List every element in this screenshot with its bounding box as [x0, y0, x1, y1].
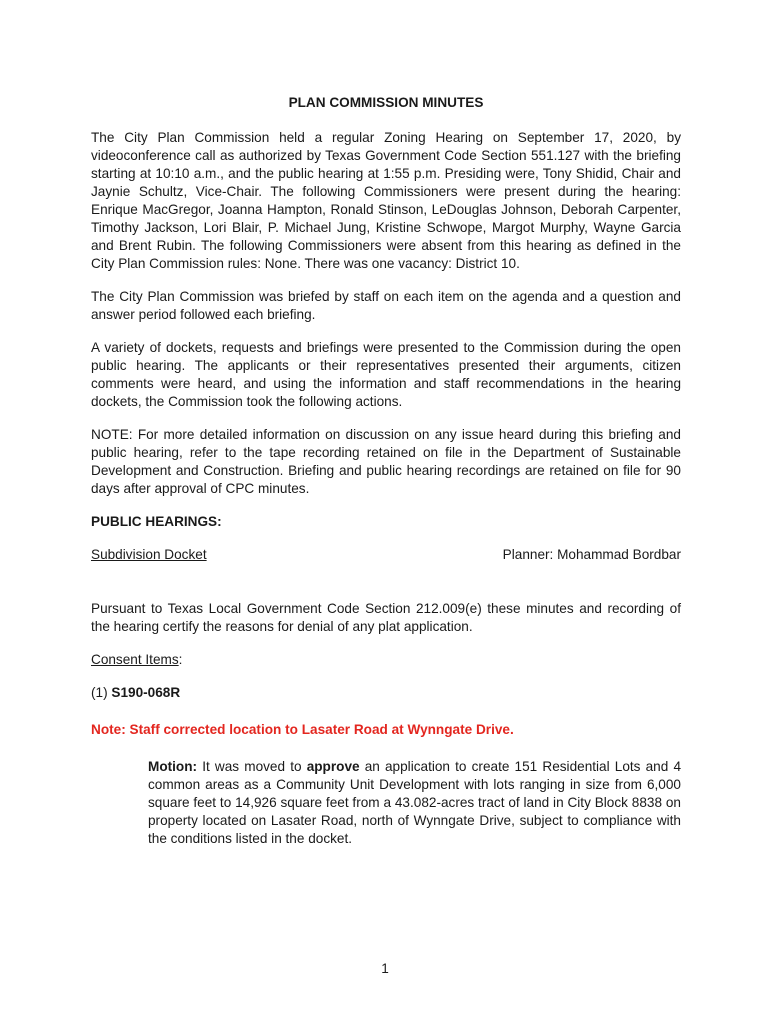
consent-items-colon: : [178, 652, 183, 667]
dockets-paragraph: A variety of dockets, requests and briefings were presented to the Commission during the open public hearing. The applicants or their representatives presented their arguments, citizen comments were heard, and using the information and staff recommendations in the hearing dockets, the Commission took the following actions. [91, 340, 681, 409]
page-title: PLAN COMMISSION MINUTES [288, 95, 484, 110]
consent-items-label [91, 651, 681, 669]
case-line [91, 684, 681, 702]
motion-action: approve [306, 759, 360, 774]
motion-paragraph [148, 758, 681, 848]
motion-text-after: an application to create 151 Residential Lots and 4 common areas as a Community Unit Development with lots ranging in size from 6,000 square feet to 14,926 square feet from a 43.082-acres tract of land in City Block 8838 on property located on Lasater Road, north of Wynngate Drive, subject to compliance with the conditions listed in the docket. [148, 759, 682, 846]
staff-correction-note: Note: Staff corrected location to Lasater Road at Wynngate Drive. [91, 722, 514, 737]
public-hearings-heading: PUBLIC HEARINGS: [91, 514, 222, 529]
consent-items-text: Consent Items [91, 652, 179, 667]
motion-label: Motion: [148, 759, 198, 774]
planner-label: Planner: Mohammad Bordbar [502, 547, 681, 562]
certification-paragraph: Pursuant to Texas Local Government Code Section 212.009(e) these minutes and recording of the hearing certify the reasons for denial of any plat application. [91, 601, 681, 634]
docket-row [91, 546, 681, 564]
motion-text-before: It was moved to [197, 759, 307, 774]
note-paragraph: NOTE: For more detailed information on discussion on any issue heard during this briefing and public hearing, refer to the tape recording retained on file in the Department of Sustainable Development and Construction. Briefing and public hearing recordings are retained on file for 90 days after approval of CPC minutes. [91, 427, 681, 496]
page-number: 1 [381, 961, 389, 976]
attendance-paragraph: The City Plan Commission held a regular Zoning Hearing on September 17, 2020, by videoconference call as authorized by Texas Government Code Section 551.127 with the briefing starting at 10:10 a.m., and the public hearing at 1:55 p.m. Presiding were, Tony Shidid, Chair and Jaynie Schultz, Vice-Chair. The following Commissioners were present during the hearing: Enrique MacGregor, Joanna Hampton, Ronald Stinson, LeDouglas Johnson, Deborah Carpenter, Timothy Jackson, Lori Blair, P. Michael Jung, Kristine Schwope, Margot Murphy, Wayne Garcia and Brent Rubin. The following Commissioners were absent from this hearing as defined in the City Plan Commission rules: None. There was one vacancy: District 10. [91, 130, 681, 271]
case-number-prefix: (1) [91, 685, 112, 700]
case-number: S190-068R [111, 685, 181, 700]
document-body [91, 94, 681, 848]
briefing-paragraph: The City Plan Commission was briefed by staff on each item on the agenda and a question and answer period followed each briefing. [91, 289, 681, 322]
subdivision-docket-label: Subdivision Docket [91, 547, 207, 562]
